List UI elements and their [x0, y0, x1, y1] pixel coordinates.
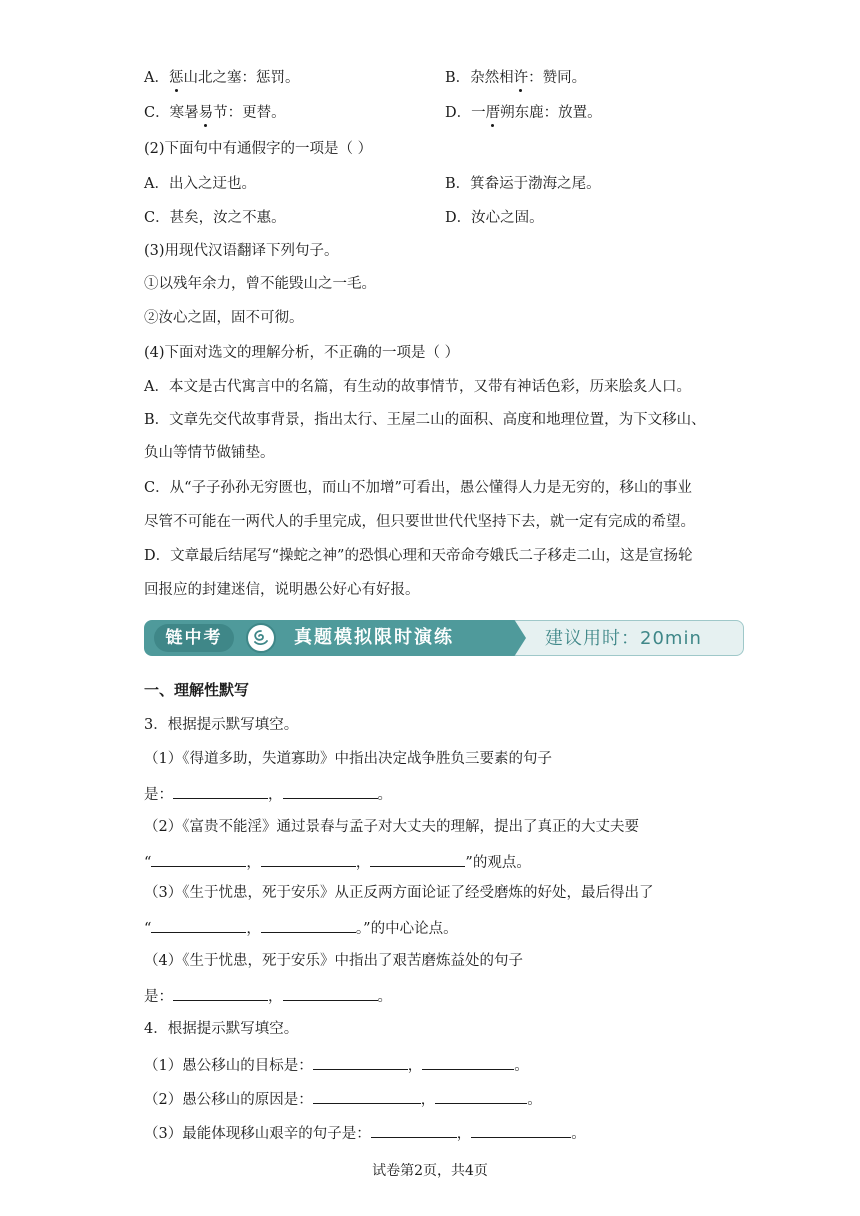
q4-fill-stem: 4．根据提示默写填空。 — [144, 1021, 299, 1037]
q2-stem: (2)下面句中有通假字的一项是（ ） — [144, 141, 373, 157]
q3-stem: (3)用现代汉语翻译下列句子。 — [144, 243, 339, 259]
section-banner — [144, 620, 744, 656]
answer-blank[interactable] — [370, 851, 465, 867]
answer-blank[interactable] — [261, 851, 356, 867]
swirl-icon — [246, 623, 276, 653]
q2-option-b: B．箕畚运于渤海之尾。 — [445, 176, 601, 192]
answer-blank[interactable] — [283, 985, 378, 1001]
q4-1: （1）愚公移山的目标是： ， 。 — [144, 1054, 529, 1076]
q4-stem: (4)下面对选文的理解分析，不正确的一项是（ ） — [144, 345, 460, 361]
q1-option-d: D．一厝朔东鹿：放置。 — [445, 105, 602, 121]
answer-blank[interactable] — [151, 851, 246, 867]
emphasis-dot: 许 — [513, 70, 529, 86]
q2-option-a: A．出入之迂也。 — [144, 176, 256, 192]
q1-option-a: A．惩山北之塞：惩罚。 — [144, 70, 300, 86]
banner-title: 真题模拟限时演练 — [294, 627, 454, 648]
answer-blank[interactable] — [435, 1088, 527, 1104]
q2-option-c: C．甚矣，汝之不惠。 — [144, 210, 286, 226]
q4-option-d-line2: 回报应的封建迷信，说明愚公好心有好报。 — [144, 582, 420, 598]
answer-blank[interactable] — [173, 985, 268, 1001]
q4-2: （2）愚公移山的原因是： ， 。 — [144, 1088, 542, 1110]
q3-sentence-2: ②汝心之固，固不可彻。 — [144, 310, 304, 326]
answer-blank[interactable] — [371, 1122, 457, 1138]
answer-blank[interactable] — [422, 1054, 514, 1070]
section-heading: 一、理解性默写 — [144, 681, 250, 699]
q3-fill-stem: 3．根据提示默写填空。 — [144, 717, 299, 733]
answer-blank[interactable] — [313, 1054, 408, 1070]
q4-option-a: A．本文是古代寓言中的名篇，有生动的故事情节，又带有神话色彩，历来脍炙人口。 — [144, 379, 691, 395]
answer-blank[interactable] — [313, 1088, 421, 1104]
emphasis-dot: 易 — [198, 105, 214, 121]
q3-3-answer: “ ， 。”的中心论点。 — [144, 917, 458, 939]
answer-blank[interactable] — [151, 917, 246, 933]
banner-time-segment — [514, 620, 744, 656]
banner-tag: 链中考 — [154, 624, 234, 652]
page-footer: 试卷第2页，共4页 — [372, 1163, 488, 1179]
q4-option-c-line1: C．从“子子孙孙无穷匮也，而山不加增”可看出，愚公懂得人力是无穷的，移山的事业 — [144, 480, 692, 496]
q1-option-c: C．寒暑易节：更替。 — [144, 105, 286, 121]
answer-blank[interactable] — [283, 783, 378, 799]
emphasis-dot: 厝 — [485, 105, 501, 121]
q3-4-prompt: （4）《生于忧患，死于安乐》中指出了艰苦磨炼益处的句子 — [144, 953, 523, 969]
banner-time: 建议用时：20min — [545, 628, 702, 649]
answer-blank[interactable] — [471, 1122, 571, 1138]
q4-option-c-line2: 尽管不可能在一两代人的手里完成，但只要世世代代坚持下去，就一定有完成的希望。 — [144, 514, 695, 530]
answer-blank[interactable] — [261, 917, 356, 933]
q3-3-prompt: （3）《生于忧患，死于安乐》从正反两方面论证了经受磨炼的好处，最后得出了 — [144, 885, 654, 901]
q4-3: （3）最能体现移山艰辛的句子是： ， 。 — [144, 1122, 586, 1144]
q4-option-b-line2: 负山等情节做铺垫。 — [144, 445, 275, 461]
q1-option-b: B．杂然相许：赞同。 — [445, 70, 587, 86]
q4-option-b-line1: B．文章先交代故事背景，指出太行、王屋二山的面积、高度和地理位置，为下文移山、 — [144, 412, 706, 428]
answer-blank[interactable] — [173, 783, 268, 799]
q3-1-prompt: （1）《得道多助，失道寡助》中指出决定战争胜负三要素的句子 — [144, 751, 552, 767]
q2-option-d: D．汝心之固。 — [445, 210, 544, 226]
q3-2-answer: “ ， ， ”的观点。 — [144, 851, 531, 873]
q4-option-d-line1: D．文章最后结尾写“操蛇之神”的恐惧心理和天帝命夸娥氏二子移走二山，这是宣扬轮 — [144, 548, 693, 564]
q3-sentence-1: ①以残年余力，曾不能毁山之一毛。 — [144, 276, 376, 292]
q3-1-answer: 是： ， 。 — [144, 783, 392, 805]
q3-4-answer: 是： ， 。 — [144, 985, 392, 1007]
emphasis-dot: 惩 — [168, 70, 184, 86]
q3-2-prompt: （2）《富贵不能淫》通过景春与孟子对大丈夫的理解，提出了真正的大丈夫要 — [144, 819, 639, 835]
